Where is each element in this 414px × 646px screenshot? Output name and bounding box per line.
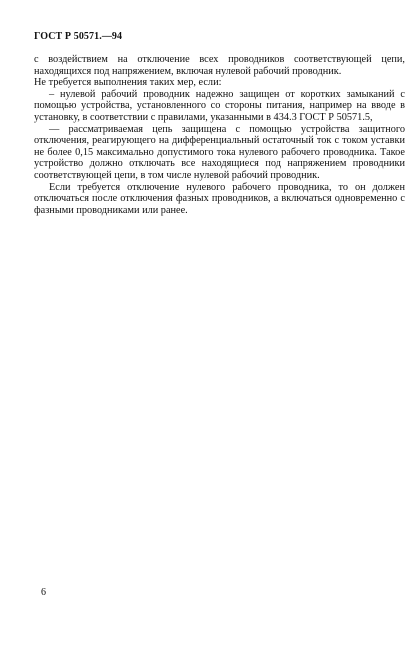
paragraph-conditions-intro: Не требуется выполнения таких мер, если: <box>34 77 222 89</box>
page-number: 6 <box>41 587 46 598</box>
paragraph-continuation: с воздействием на отключение всех проводников соответствующей цепи, находящихся под напряжением, включая нулевой рабочий проводник. <box>34 54 405 77</box>
paragraph-disconnection-order: Если требуется отключение нулевого рабочего проводника, то он должен отключаться после отключения фазных проводников, а включаться одновременно с фазными проводниками или ранее. <box>34 181 405 216</box>
list-item-neutral-protected: – нулевой рабочий проводник надежно защищен от коротких замыканий с помощью устройства, установленного со стороны питания, например на вводе в установку, в соответствии с правилами, указанными в 434.3 ГОСТ Р 50571.5, <box>34 88 405 123</box>
list-item-rcd-protected: — рассматриваемая цепь защищена с помощью устройства защитного отключения, реагирующего на дифференциальный остаточный ток с током уставки не более 0,15 максимально допустимого тока нулевого рабочего проводника. Такое устройство должно отключать все находящиеся под напряжением проводники соответствующей цепи, в том числе нулевой рабочий проводник. <box>34 123 405 181</box>
body-text <box>34 54 405 216</box>
running-header: ГОСТ Р 50571.—94 <box>34 31 123 42</box>
